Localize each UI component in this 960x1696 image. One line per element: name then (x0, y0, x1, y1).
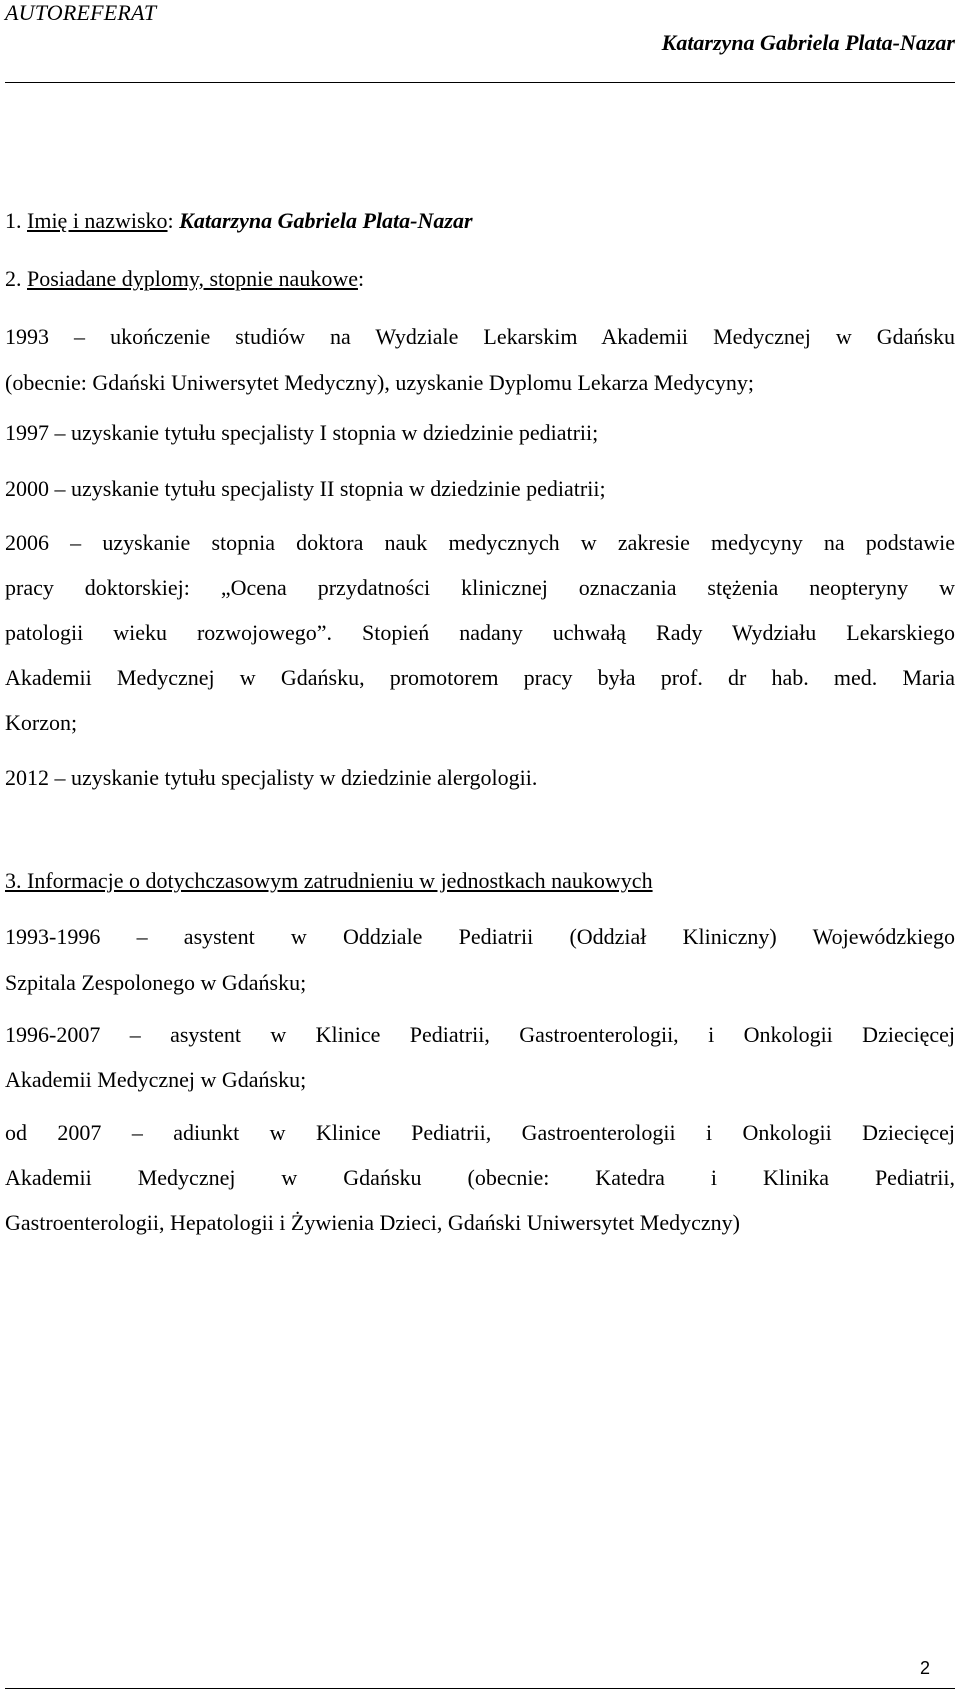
section3-line: Akademii Medycznej w Gdańsku; (5, 1067, 307, 1092)
section2-line: Korzon; (5, 710, 78, 735)
section2-colon: : (357, 266, 365, 291)
section2-number: 2. (5, 266, 27, 291)
section2-line: pracy doktorskiej: „Ocena przydatności klinicznej oznaczania stężenia neopteryny w (5, 575, 955, 600)
section2-line: patologii wieku rozwojowego”. Stopień nadany uchwałą Rady Wydziału Lekarskiego (5, 620, 955, 645)
section2-line: 2012 – uzyskanie tytułu specjalisty w dziedzinie alergologii. (5, 765, 538, 790)
section1-number: 1. (5, 208, 27, 233)
header-doc-type: AUTOREFERAT (5, 0, 157, 25)
section2-line: 2006 – uzyskanie stopnia doktora nauk medycznych w zakresie medycyny na podstawie (5, 530, 955, 555)
section3-line: od 2007 – adiunkt w Klinice Pediatrii, Gastroenterologii i Onkologii Dziecięcej (5, 1120, 955, 1145)
section2-line: (obecnie: Gdański Uniwersytet Medyczny), uzyskanie Dyplomu Lekarza Medycyny; (5, 370, 754, 395)
section2-heading (5, 266, 955, 292)
page-number: 2 (919, 1658, 930, 1678)
section2-line: 1997 – uzyskanie tytułu specjalisty I stopnia w dziedzinie pediatrii; (5, 420, 599, 445)
footer-rule (5, 1688, 955, 1689)
section2-line: 1993 – ukończenie studiów na Wydziale Lekarskim Akademii Medycznej w Gdańsku (5, 324, 955, 349)
section2-line: Akademii Medycznej w Gdańsku, promotorem pracy była prof. dr hab. med. Maria (5, 665, 955, 690)
section3-line: Akademii Medycznej w Gdańsku (obecnie: Katedra i Klinika Pediatrii, (5, 1165, 955, 1190)
section1-value: Katarzyna Gabriela Plata-Nazar (179, 208, 473, 233)
header-author: Katarzyna Gabriela Plata-Nazar (661, 30, 955, 55)
section3-heading: 3. Informacje o dotychczasowym zatrudnieniu w jednostkach naukowych (5, 868, 653, 893)
section3-line: 1993-1996 – asystent w Oddziale Pediatrii (Oddział Kliniczny) Wojewódzkiego (5, 924, 955, 949)
section3-line: Szpitala Zespolonego w Gdańsku; (5, 970, 307, 995)
header-rule (5, 82, 955, 83)
section3-line: 1996-2007 – asystent w Klinice Pediatrii, Gastroenterologii, i Onkologii Dziecięcej (5, 1022, 955, 1047)
section1-line (5, 208, 955, 234)
section1-label: Imię i nazwisko (27, 208, 168, 233)
section2-label: Posiadane dyplomy, stopnie naukowe (27, 266, 358, 291)
section2-line: 2000 – uzyskanie tytułu specjalisty II stopnia w dziedzinie pediatrii; (5, 476, 606, 501)
section1-colon: : (167, 208, 180, 233)
section3-line: Gastroenterologii, Hepatologii i Żywienia Dzieci, Gdański Uniwersytet Medyczny) (5, 1210, 740, 1235)
